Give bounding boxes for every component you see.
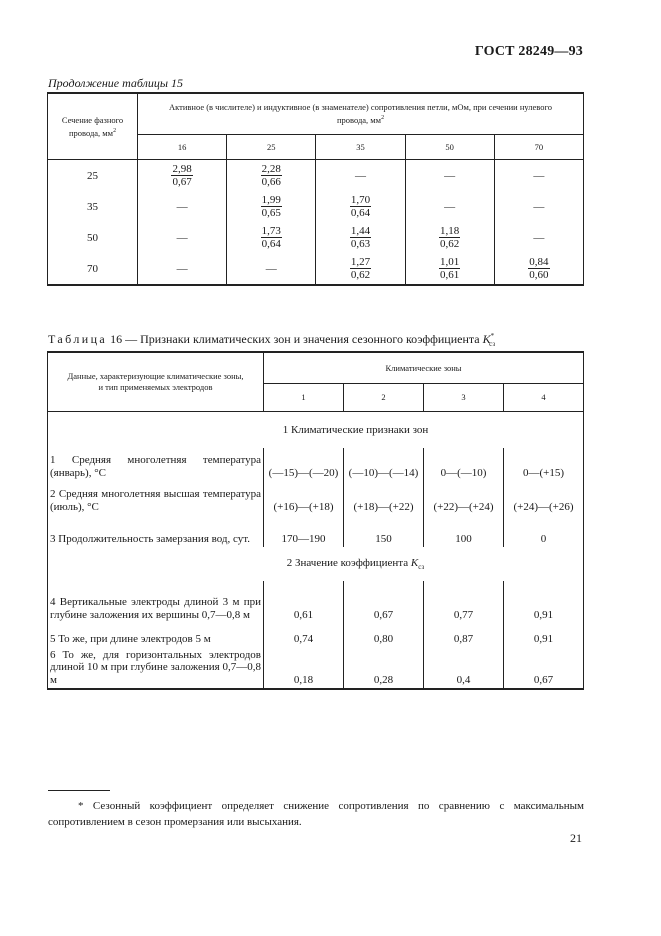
table-cell: 150 (344, 515, 424, 547)
table-cell: (+18)—(+22) (344, 481, 424, 515)
table-cell: (+22)—(+24) (424, 481, 504, 515)
table-cell: 0,91 (504, 623, 584, 647)
table-cell: 170—190 (264, 515, 344, 547)
numerator: 1,01 (440, 256, 460, 268)
table-cell: 0,91 (504, 581, 584, 623)
table-cell: (—10)—(—14) (344, 448, 424, 481)
numerator: 0,84 (529, 256, 549, 268)
numerator: 1,70 (350, 194, 371, 206)
table-cell (316, 253, 405, 285)
numerator: 1,44 (350, 225, 371, 237)
table-cell (227, 191, 316, 222)
denominator: 0,62 (440, 238, 460, 250)
table-row (48, 623, 584, 647)
table-cell (316, 222, 405, 253)
table-cell (405, 253, 494, 285)
numerator: 1,27 (350, 256, 371, 268)
denominator: 0,66 (261, 176, 281, 188)
table-cell: 0,80 (344, 623, 424, 647)
fraction-value (350, 194, 371, 219)
table-cell: 0,67 (504, 647, 584, 689)
table-cell: 0,74 (264, 623, 344, 647)
numerator: 1,99 (261, 194, 281, 206)
table-row (48, 448, 584, 481)
table-cell (138, 160, 227, 192)
t16-col-header: 2 (344, 384, 424, 412)
table-cell (405, 191, 494, 222)
t15-col-header: 50 (405, 135, 494, 160)
table16-title: Таблица 16 — Признаки климатических зон и значения сезонного коэффициента $K^*_{сз}$ (48, 332, 496, 349)
t15-row-header: Сечение фазного провода, $мм^2$ (48, 93, 138, 160)
row-label: 25 (87, 169, 98, 182)
table-cell: 0,87 (424, 623, 504, 647)
table-row (48, 647, 584, 689)
t16-row-header: Данные, характеризующие климатические зоны, и тип применяемых электродов (48, 352, 264, 412)
t16-col-header: 4 (504, 384, 584, 412)
table-cell (316, 160, 405, 192)
dash: — (176, 262, 188, 275)
fraction-value (261, 194, 282, 219)
table-cell (138, 222, 227, 253)
dash: — (176, 200, 188, 213)
table-cell: 0,61 (264, 581, 344, 623)
denominator: 0,62 (350, 269, 371, 281)
row-label: 50 (87, 231, 98, 244)
fraction-value (528, 256, 549, 281)
numerator: 2,28 (261, 163, 281, 175)
dash: — (176, 231, 188, 244)
denominator: 0,64 (261, 238, 281, 250)
fraction-value (261, 163, 282, 188)
row-label: 3 Продолжительность замерзания вод, сут. (50, 532, 250, 545)
row-label: 1 Средняя многолетняя температура (январь), °С (50, 454, 261, 479)
table-row (48, 581, 584, 623)
table-15 (47, 92, 584, 286)
document-code: ГОСТ 28249—93 (474, 44, 583, 59)
t15-col-header: 70 (494, 135, 583, 160)
table-cell: (+16)—(+18) (264, 481, 344, 515)
t15-group-header: Активное (в числителе) и индуктивное (в знаменателе) сопротивления петли, мОм, при сечении нулевого провода, $мм^2$ (138, 93, 584, 135)
dash: — (533, 200, 545, 213)
t16-col-header: 1 (264, 384, 344, 412)
denominator: 0,64 (350, 207, 371, 219)
table-cell: 0 (504, 515, 584, 547)
table-cell (227, 222, 316, 253)
table15-continuation-title: Продолжение таблицы 15 (48, 76, 184, 90)
page-number: 21 (570, 831, 582, 845)
row-label: 70 (87, 262, 98, 275)
table-cell (494, 191, 583, 222)
table-cell (494, 160, 583, 192)
fraction-value (261, 225, 282, 250)
table-cell (405, 160, 494, 192)
table-cell (227, 160, 316, 192)
table-cell (494, 253, 583, 285)
table-cell: 0,4 (424, 647, 504, 689)
table-cell: 0,28 (344, 647, 424, 689)
dash: — (444, 200, 456, 213)
t16-group-header: Климатические зоны (264, 352, 584, 384)
table-cell (138, 191, 227, 222)
fraction-value (350, 256, 371, 281)
dash: — (265, 262, 277, 275)
numerator: 1,73 (261, 225, 281, 237)
denominator: 0,60 (529, 269, 549, 281)
table-cell: 0,18 (264, 647, 344, 689)
dash: — (444, 169, 456, 182)
table-16 (47, 351, 584, 690)
row-label: 2 Средняя многолетняя высшая температура (июль), °С (50, 488, 261, 513)
table-row (48, 515, 584, 547)
table-row (48, 481, 584, 515)
denominator: 0,61 (440, 269, 460, 281)
denominator: 0,65 (261, 207, 281, 219)
table-cell: 100 (424, 515, 504, 547)
row-label: 4 Вертикальные электроды длиной 3 м при глубине заложения их вершины 0,7—0,8 м (50, 596, 261, 621)
fraction-value (439, 256, 460, 281)
t16-section-1-heading: 1 Климатические признаки зон (282, 424, 429, 436)
row-label: 35 (87, 200, 98, 213)
dash: — (354, 169, 366, 182)
table-cell (316, 191, 405, 222)
table-row (48, 191, 584, 222)
t16-col-header: 3 (424, 384, 504, 412)
table-cell: 0—(—10) (424, 448, 504, 481)
denominator: 0,67 (172, 176, 192, 188)
t15-col-header: 16 (138, 135, 227, 160)
table-cell: 0,77 (424, 581, 504, 623)
row-label: 6 То же, для горизонтальных электродов длиной 10 м при глубине заложения 0,7—0,8 м (50, 648, 261, 686)
table-cell: 0—(+15) (504, 448, 584, 481)
row-label: 5 То же, при длине электродов 5 м (50, 632, 211, 645)
denominator: 0,63 (350, 238, 371, 250)
t15-col-header: 35 (316, 135, 405, 160)
table-cell: (—15)—(—20) (264, 448, 344, 481)
table-cell (227, 253, 316, 285)
t16-section-2-heading: 2 Значение коэффициента $K_{сз}$ (286, 556, 425, 572)
table-cell: (+24)—(+26) (504, 481, 584, 515)
table-cell (494, 222, 583, 253)
footnote-divider (48, 790, 110, 791)
t15-col-header: 25 (227, 135, 316, 160)
table-cell (405, 222, 494, 253)
table-row (48, 222, 584, 253)
table-cell: 0,67 (344, 581, 424, 623)
fraction-value (439, 225, 460, 250)
fraction-value (171, 163, 192, 188)
table-row (48, 253, 584, 285)
numerator: 1,18 (440, 225, 460, 237)
dash: — (533, 231, 545, 244)
numerator: 2,98 (172, 163, 192, 175)
table-row (48, 160, 584, 192)
fraction-value (350, 225, 371, 250)
footnote: * Сезонный коэффициент определяет снижение сопротивления по сравнению с максимальным сопротивлением в сезон промерзания или высыхания. (48, 800, 584, 828)
dash: — (533, 169, 545, 182)
table-cell (138, 253, 227, 285)
